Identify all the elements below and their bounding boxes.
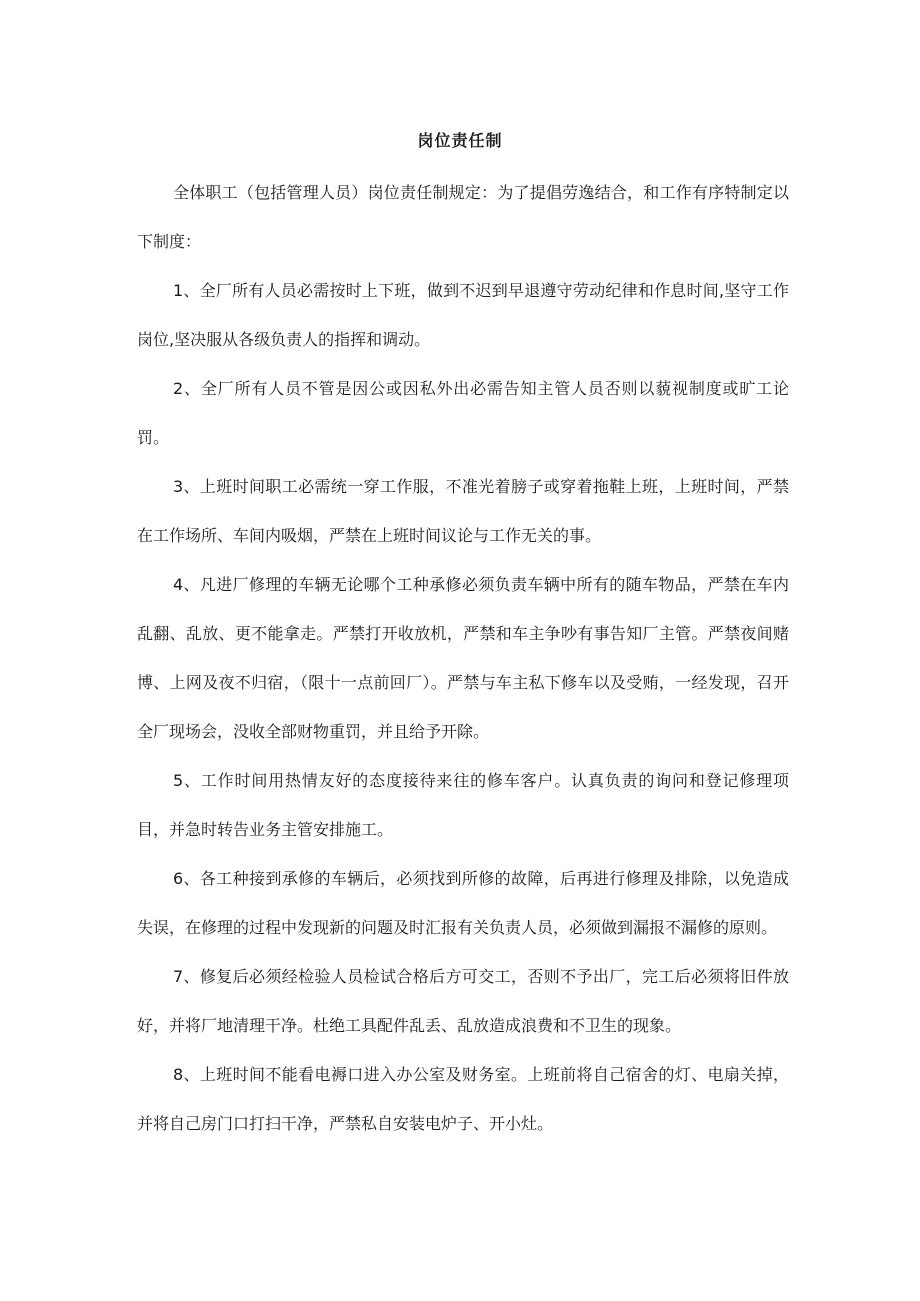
rule-paragraph: 3、上班时间职工必需统一穿工作服，不准光着膀子或穿着拖鞋上班，上班时间，严禁在工作场所、车间内吸烟，严禁在上班时间议论与工作无关的事。 xyxy=(137,477,789,545)
document-body xyxy=(137,168,789,1148)
rule-paragraph: 2、全厂所有人员不管是因公或因私外出必需告知主管人员否则以藐视制度或旷工论罚。 xyxy=(137,379,789,447)
rule-paragraph: 5、工作时间用热情友好的态度接待来往的修车客户。认真负责的询问和登记修理项目，并急时转告业务主管安排施工。 xyxy=(137,771,789,839)
rule-paragraph: 7、修复后必须经检验人员检试合格后方可交工，否则不予出厂，完工后必须将旧件放好，并将厂地清理干净。杜绝工具配件乱丢、乱放造成浪费和不卫生的现象。 xyxy=(137,967,789,1035)
document-title: 岗位责任制 xyxy=(417,131,503,150)
rule-paragraph: 4、凡进厂修理的车辆无论哪个工种承修必须负责车辆中所有的随车物品，严禁在车内乱翻、乱放、更不能拿走。严禁打开收放机，严禁和车主争吵有事告知厂主管。严禁夜间赌博、上网及夜不归宿，（限十一点前回厂）。严禁与车主私下修车以及受贿，一经发现，召开全厂现场会，没收全部财物重罚，并且给予开除。 xyxy=(137,575,789,741)
rule-paragraph: 8、上班时间不能看电褥口进入办公室及财务室。上班前将自己宿舍的灯、电扇关掉，并将自己房门口打扫干净，严禁私自安装电炉子、开小灶。 xyxy=(137,1065,789,1133)
intro-paragraph: 全体职工（包括管理人员）岗位责任制规定：为了提倡劳逸结合，和工作有序特制定以下制度： xyxy=(137,183,789,251)
rule-paragraph: 6、各工种接到承修的车辆后，必须找到所修的故障，后再进行修理及排除，以免造成失误，在修理的过程中发现新的问题及时汇报有关负责人员，必须做到漏报不漏修的原则。 xyxy=(137,869,789,937)
rule-paragraph: 1、全厂所有人员必需按时上下班，做到不迟到早退遵守劳动纪律和作息时间,坚守工作岗位,坚决服从各级负责人的指挥和调动。 xyxy=(137,281,789,349)
